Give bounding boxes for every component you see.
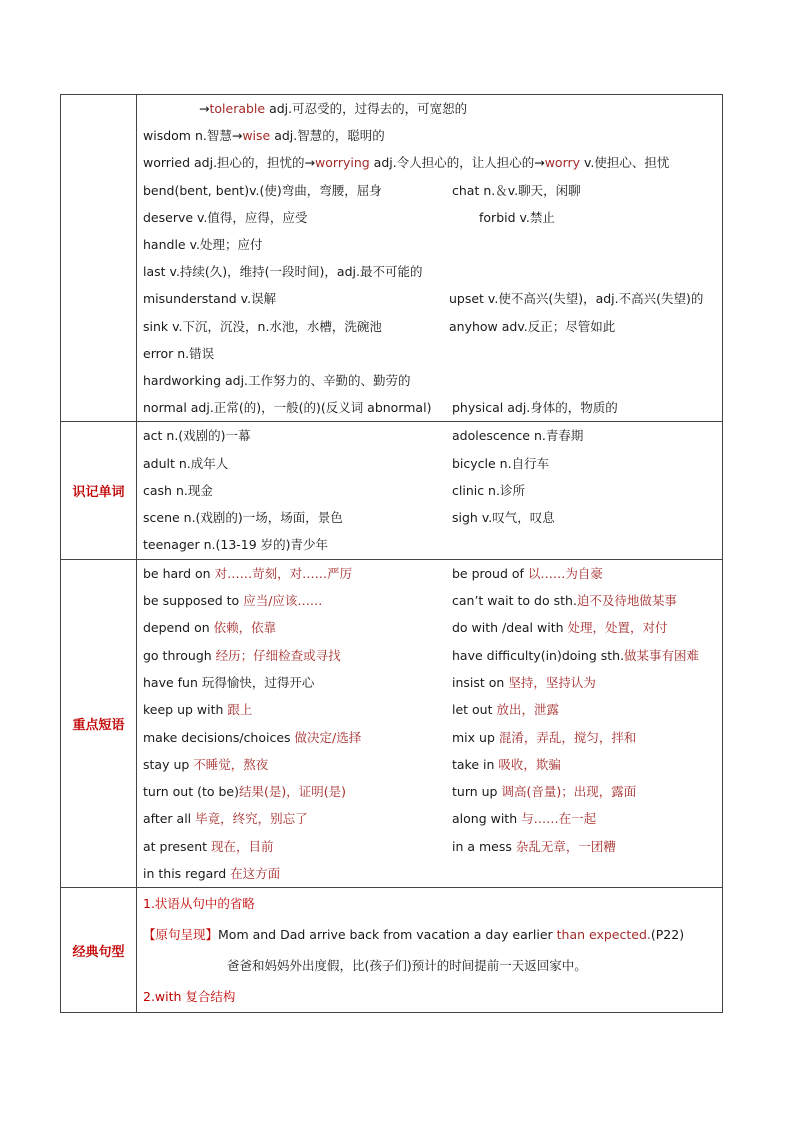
text-segment: adj.令人担心的，让人担心的→ [369, 155, 545, 171]
text-segment: 【原句呈现】 [143, 927, 219, 943]
entry-left [227, 950, 587, 981]
text-segment: bicycle n.自行车 [452, 455, 550, 471]
entry-right [452, 805, 596, 832]
entry-left [143, 642, 341, 669]
text-segment: last v.持续(久)，维持(一段时间)，adj.最不可能的 [143, 264, 423, 280]
text-segment: error n.错误 [143, 345, 215, 361]
entry-left [143, 919, 684, 950]
text-segment: in this regard [143, 866, 231, 881]
entry-line [143, 919, 722, 950]
entry-line [143, 149, 722, 176]
entry-right [452, 477, 525, 504]
text-segment: do with /deal with [452, 620, 568, 636]
entry-line [143, 642, 722, 669]
text-segment: 杂乱无章，一团糟 [515, 838, 616, 854]
text-segment: 吸收，欺骗 [498, 756, 561, 772]
entry-left [143, 258, 422, 285]
text-segment: deserve v.值得，应得，应受 [143, 209, 308, 225]
section-body [137, 422, 722, 558]
vocabulary-table [60, 94, 723, 1013]
section-label [61, 95, 137, 421]
entry-line [143, 367, 722, 394]
entry-right [452, 642, 699, 669]
entry-left [143, 560, 352, 587]
entry-right [452, 177, 581, 204]
text-segment: wisdom n.智慧→ [143, 128, 243, 144]
text-segment: stay up [143, 756, 194, 772]
entry-line [143, 258, 722, 285]
entry-line [143, 614, 722, 641]
entry-line [143, 888, 722, 919]
text-segment: hardworking adj.工作努力的、辛勤的、勤劳的 [143, 372, 411, 388]
section-label: 重点短语 [61, 560, 137, 888]
text-segment: 经历；仔细检查或寻找 [215, 647, 341, 663]
text-segment: adult n.成年人 [143, 455, 229, 471]
section-classic-sentences [61, 888, 722, 1012]
text-segment: adolescence n.青春期 [452, 428, 584, 444]
text-segment: be supposed to [143, 593, 244, 609]
text-segment: 不睡觉，熬夜 [193, 756, 269, 772]
text-segment: act n.(戏剧的)一幕 [143, 428, 251, 444]
section-body [137, 95, 722, 421]
text-segment: v.使担心、担忧 [580, 155, 670, 171]
entry-line [143, 833, 722, 860]
entry-left [143, 614, 276, 641]
entry-line [143, 204, 722, 231]
text-segment: go through [143, 647, 216, 663]
entry-line [143, 177, 722, 204]
entry-line [143, 860, 722, 887]
entry-line [143, 450, 722, 477]
text-segment: keep up with [143, 702, 228, 718]
text-segment: have difficulty(in)doing sth. [452, 647, 625, 663]
text-segment: 坚持，坚持认为 [508, 674, 596, 690]
text-segment: 处理，处置，对付 [567, 620, 668, 636]
entry-left [143, 805, 308, 832]
text-segment: tolerable [209, 101, 266, 116]
text-segment: along with [452, 811, 522, 827]
entry-left [143, 751, 268, 778]
text-segment: sigh v.叹气，叹息 [452, 510, 555, 526]
entry-left [143, 231, 262, 258]
text-segment: chat n.＆v.聊天，闲聊 [452, 182, 581, 198]
section-key-phrases [61, 560, 722, 889]
text-segment: make decisions/choices [143, 729, 295, 745]
entry-left [143, 981, 235, 1012]
text-segment: cash n.现金 [143, 482, 213, 498]
entry-line [143, 313, 722, 340]
section-body [137, 888, 722, 1012]
text-segment: let out [452, 702, 497, 718]
text-segment: normal adj.正常(的)，一般(的)(反义词 abnormal) [143, 400, 432, 416]
text-segment: adj.可忍受的，过得去的，可宽恕的 [265, 101, 468, 116]
entry-line [143, 950, 722, 981]
entry-line [143, 669, 722, 696]
entry-line [143, 778, 722, 805]
entry-line [143, 560, 722, 587]
text-segment: 做某事有困难 [624, 647, 700, 663]
text-segment: 与……在一起 [521, 811, 597, 827]
text-segment: 做决定/选择 [294, 729, 362, 745]
entry-right [452, 394, 618, 421]
entry-line [143, 724, 722, 751]
text-segment: 调高(音量)；出现，露面 [501, 784, 637, 800]
entry-left [143, 696, 252, 723]
entry-right [452, 504, 555, 531]
text-segment: teenager n.(13-19 岁的)青少年 [143, 537, 329, 553]
text-segment: turn out (to be) [143, 784, 239, 800]
text-segment: take in [452, 756, 499, 772]
entry-left [143, 340, 214, 367]
entry-line [143, 805, 722, 832]
text-segment: bend(bent, bent)v.(使)弯曲，弯腰，屈身 [143, 182, 382, 198]
text-segment: depend on [143, 620, 214, 636]
text-segment: wise [242, 128, 271, 144]
entry-left [143, 422, 251, 449]
text-segment: clinic n.诊所 [452, 482, 525, 498]
entry-line [143, 981, 722, 1012]
entry-right [479, 204, 555, 231]
text-segment: be hard on [143, 565, 215, 581]
text-segment: forbid v.禁止 [479, 209, 555, 225]
text-segment: after all [143, 811, 196, 827]
text-segment: can’t wait to do sth. [452, 593, 577, 609]
entry-right [452, 669, 596, 696]
entry-left [143, 860, 280, 887]
text-segment: physical adj.身体的，物质的 [452, 400, 618, 416]
text-segment: 应当/应该…… [243, 593, 323, 609]
entry-left [143, 122, 385, 149]
text-segment: mix up [452, 729, 499, 745]
text-segment: Mom and Dad arrive back from vacation a day earlier [218, 927, 557, 943]
entry-left [143, 531, 328, 558]
text-segment: 结果(是)，证明(是) [238, 784, 346, 800]
entry-right [452, 587, 677, 614]
text-segment: 爸爸和妈妈外出度假，比(孩子们)预计的时间提前一天返回家中。 [227, 958, 587, 974]
text-segment: 现在，目前 [211, 838, 274, 854]
text-segment: have fun 玩得愉快，过得开心 [143, 674, 315, 690]
section-memorize-words [61, 422, 722, 559]
entry-left [143, 833, 274, 860]
entry-left [143, 450, 228, 477]
text-segment: 在这方面 [230, 866, 281, 881]
text-segment: at present [143, 838, 212, 854]
text-segment: 依赖，依靠 [213, 620, 277, 636]
entry-line [143, 231, 722, 258]
entry-line [143, 531, 722, 558]
entry-right [452, 450, 549, 477]
text-segment: be proud of [452, 565, 528, 581]
entry-line [143, 696, 722, 723]
entry-right [452, 833, 616, 860]
entry-left [143, 394, 431, 421]
entry-line [143, 751, 722, 778]
entry-right [449, 313, 615, 340]
entry-right [452, 696, 559, 723]
text-segment: 1.状语从句中的省略 [143, 896, 255, 912]
entry-line [143, 587, 722, 614]
text-segment: (P22) [650, 927, 685, 943]
text-segment: adj.智慧的，聪明的 [270, 128, 385, 144]
entry-right [452, 751, 561, 778]
entry-left [143, 504, 343, 531]
entry-left [143, 149, 669, 176]
text-segment: handle v.处理；应付 [143, 236, 263, 252]
section-label: 识记单词 [61, 422, 137, 558]
text-segment: 毕竟，终究，别忘了 [195, 811, 308, 827]
text-segment: worried adj.担心的，担忧的→ [143, 155, 316, 171]
entry-left [143, 888, 255, 919]
entry-right [452, 560, 603, 587]
text-segment: insist on [452, 674, 509, 690]
text-segment: scene n.(戏剧的)一场，场面，景色 [143, 510, 343, 526]
text-segment: upset v.使不高兴(失望)，adj.不高兴(失望)的 [449, 291, 704, 307]
text-segment: in a mess [452, 838, 516, 854]
entry-right [452, 422, 583, 449]
text-segment: 对……苛刻，对……严厉 [214, 565, 353, 581]
entry-line [143, 504, 722, 531]
entry-left [143, 313, 382, 340]
text-segment: worrying [315, 155, 370, 171]
entry-left [143, 669, 314, 696]
text-segment: 混淆，弄乱，搅匀，拌和 [498, 729, 637, 745]
text-segment: worry [544, 155, 581, 171]
text-segment: sink v.下沉，沉没，n.水池，水槽，洗碗池 [143, 318, 382, 334]
entry-right [452, 724, 636, 751]
text-segment: anyhow adv.反正；尽管如此 [449, 318, 616, 334]
entry-right [449, 285, 703, 312]
entry-left [143, 204, 307, 231]
entry-left [143, 177, 382, 204]
entry-right [452, 778, 636, 805]
text-segment: 2.with 复合结构 [143, 989, 236, 1005]
entry-line [143, 285, 722, 312]
entry-line [143, 422, 722, 449]
entry-left [199, 95, 467, 122]
text-segment: misunderstand v.误解 [143, 291, 277, 307]
text-segment: 迫不及待地做某事 [576, 593, 677, 609]
entry-left [143, 587, 322, 614]
entry-left [143, 477, 213, 504]
entry-left [143, 367, 411, 394]
entry-line [143, 340, 722, 367]
entry-left [143, 778, 346, 805]
entry-line [143, 122, 722, 149]
section-vocabulary-continued [61, 95, 722, 422]
text-segment: → [199, 101, 210, 116]
text-segment: 以……为自豪 [527, 565, 603, 581]
entry-line [143, 477, 722, 504]
text-segment: 跟上 [227, 702, 253, 718]
entry-line [143, 394, 722, 421]
text-segment: 放出，泄露 [496, 702, 559, 718]
text-segment: than expected. [556, 927, 651, 943]
section-label: 经典句型 [61, 888, 137, 1012]
section-body [137, 560, 722, 888]
text-segment: turn up [452, 784, 502, 800]
entry-right [452, 614, 668, 641]
entry-left [143, 724, 361, 751]
entry-left [143, 285, 276, 312]
entry-line [143, 95, 722, 122]
